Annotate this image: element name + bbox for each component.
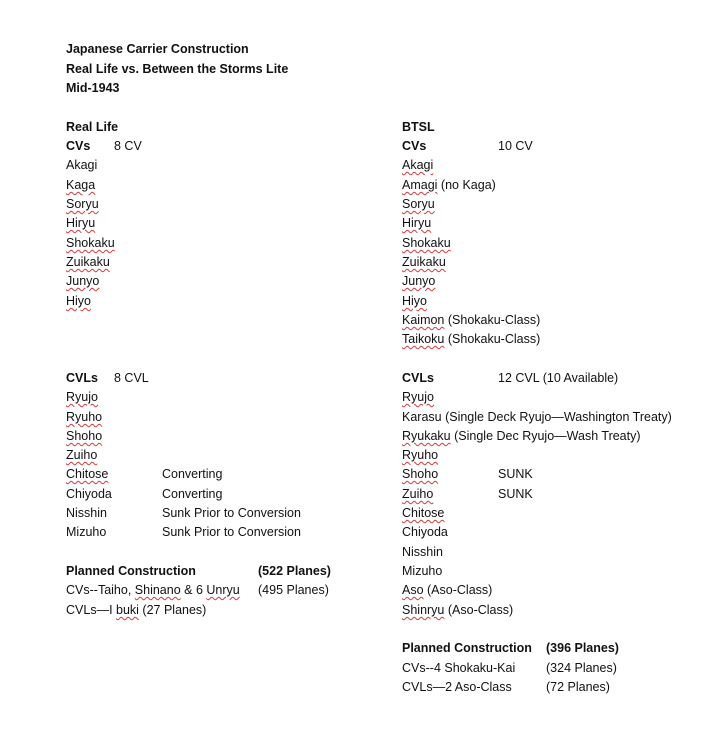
real-life-cv-item: Hiryu — [66, 216, 96, 230]
real-life-cv-item: Kaga — [66, 178, 96, 192]
ship-name: Chitose — [402, 506, 445, 520]
btsl-cv-item — [402, 274, 435, 289]
doc-date: Mid-1943 — [66, 81, 120, 95]
ship-name: Karasu — [402, 410, 442, 424]
planned-text: CVs--Taiho, — [66, 583, 135, 597]
ship-name: Amagi — [402, 178, 438, 192]
planned-text: Shinano — [134, 583, 181, 597]
real-life-planned-cvl-row — [66, 603, 206, 618]
ship-name: Aso — [402, 583, 424, 597]
ship-name: Junyo — [402, 274, 436, 288]
real-life-cvl-item: Chitose — [66, 467, 109, 481]
btsl-cvl-item — [402, 525, 448, 540]
ship-note: (Single Dec Ryujo—Wash Treaty) — [450, 429, 641, 443]
real-life-cv-item: Akagi — [66, 158, 98, 172]
real-life-cv-item: Hiyo — [66, 294, 92, 308]
real-life-planned-cv-row — [66, 583, 240, 598]
doc-title: Japanese Carrier Construction — [66, 42, 249, 56]
real-life-heading: Real Life — [66, 120, 119, 134]
btsl-cvl-item — [402, 564, 442, 579]
ship-note: (no Kaga) — [437, 178, 496, 192]
planned-text: buki — [116, 603, 139, 617]
btsl-planned-cvl-planes: (72 Planes) — [546, 680, 610, 694]
btsl-cv-item — [402, 178, 496, 193]
btsl-cv-item — [402, 197, 435, 212]
btsl-cvl-item — [402, 545, 443, 560]
real-life-cv-item: Shokaku — [66, 236, 115, 250]
real-life-cv-count: 8 CV — [114, 139, 142, 153]
btsl-cvl-status: SUNK — [498, 487, 533, 501]
ship-name: Nisshin — [402, 545, 443, 559]
doc-subtitle: Real Life vs. Between the Storms Lite — [66, 62, 289, 76]
btsl-planned-total: (396 Planes) — [546, 641, 619, 655]
real-life-cvl-item: Zuiho — [66, 448, 98, 462]
btsl-planned-cv-planes: (324 Planes) — [546, 661, 617, 675]
btsl-planned-label: Planned Construction — [402, 641, 532, 655]
btsl-cvl-item — [402, 603, 513, 618]
ship-name: Ryujo — [402, 390, 434, 404]
real-life-cv-item: Zuikaku — [66, 255, 110, 269]
planned-text: & 6 — [180, 583, 207, 597]
ship-name: Ryukaku — [402, 429, 451, 443]
ship-note: (Aso-Class) — [444, 603, 514, 617]
ship-note: (Shokaku-Class) — [444, 313, 541, 327]
btsl-cv-item — [402, 294, 427, 309]
real-life-cvl-item: Ryujo — [66, 390, 98, 404]
btsl-cv-item — [402, 158, 433, 173]
btsl-cvl-item — [402, 390, 434, 405]
real-life-planned-cv-planes: (495 Planes) — [258, 583, 329, 597]
ship-name: Chiyoda — [402, 525, 448, 539]
real-life-cvl-count: 8 CVL — [114, 371, 149, 385]
real-life-cv-item: Junyo — [66, 274, 100, 288]
btsl-cvl-item — [402, 487, 433, 502]
real-life-cvl-item: Nisshin — [66, 506, 107, 520]
btsl-cvl-label: CVLs — [402, 371, 434, 385]
ship-name: Zuikaku — [402, 255, 446, 269]
btsl-planned-cv-row: CVs--4 Shokaku-Kai — [402, 661, 516, 675]
real-life-cvl-item: Ryuho — [66, 410, 103, 424]
ship-name: Akagi — [402, 158, 434, 172]
ship-name: Hiryu — [402, 216, 432, 230]
planned-text: (27 Planes) — [138, 603, 207, 617]
ship-name: Hiyo — [402, 294, 428, 308]
btsl-cvl-status: SUNK — [498, 467, 533, 481]
btsl-cv-item — [402, 313, 540, 328]
planned-text: CVLs—I — [66, 603, 117, 617]
planned-text: Unryu — [206, 583, 240, 597]
real-life-cvl-item: Shoho — [66, 429, 103, 443]
real-life-cvl-item: Chiyoda — [66, 487, 112, 501]
btsl-cvl-count: 12 CVL (10 Available) — [498, 371, 619, 385]
btsl-cv-item — [402, 236, 451, 251]
btsl-heading: BTSL — [402, 120, 435, 134]
real-life-cvl-status: Sunk Prior to Conversion — [162, 525, 301, 539]
ship-name: Soryu — [402, 197, 435, 211]
real-life-cvl-status: Sunk Prior to Conversion — [162, 506, 301, 520]
ship-name: Zuiho — [402, 487, 434, 501]
real-life-planned-total: (522 Planes) — [258, 564, 331, 578]
btsl-cvl-item — [402, 506, 444, 521]
ship-note: (Shokaku-Class) — [444, 332, 541, 346]
ship-name: Taikoku — [402, 332, 445, 346]
ship-name: Kaimon — [402, 313, 445, 327]
ship-name: Shokaku — [402, 236, 451, 250]
btsl-cv-label: CVs — [402, 139, 427, 153]
btsl-cvl-item — [402, 583, 492, 598]
btsl-planned-cvl-row: CVLs—2 Aso-Class — [402, 680, 512, 694]
btsl-cvl-item — [402, 429, 641, 444]
real-life-cvl-item: Mizuho — [66, 525, 107, 539]
btsl-cv-item — [402, 332, 540, 347]
btsl-cvl-item — [402, 410, 672, 425]
ship-name: Shoho — [402, 467, 439, 481]
ship-name: Ryuho — [402, 448, 439, 462]
ship-note: (Aso-Class) — [423, 583, 493, 597]
ship-name: Mizuho — [402, 564, 443, 578]
real-life-cvl-label: CVLs — [66, 371, 98, 385]
ship-note: (Single Deck Ryujo—Washington Treaty) — [441, 410, 672, 424]
real-life-cvl-status: Converting — [162, 487, 223, 501]
real-life-cv-item: Soryu — [66, 197, 99, 211]
btsl-cvl-item — [402, 467, 438, 482]
btsl-cv-item — [402, 216, 431, 231]
real-life-cvl-status: Converting — [162, 467, 223, 481]
btsl-cv-count: 10 CV — [498, 139, 533, 153]
real-life-cv-label: CVs — [66, 139, 91, 153]
ship-name: Shinryu — [402, 603, 445, 617]
real-life-planned-label: Planned Construction — [66, 564, 196, 578]
btsl-cvl-item — [402, 448, 438, 463]
btsl-cv-item — [402, 255, 446, 270]
